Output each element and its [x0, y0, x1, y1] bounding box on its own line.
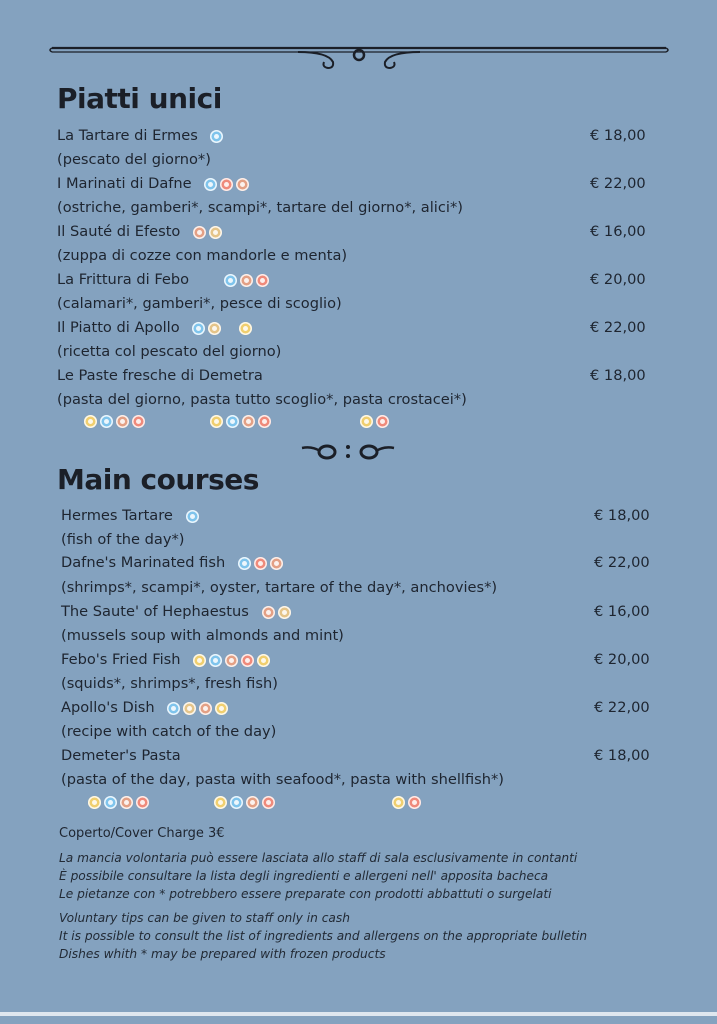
- fish-allergen-icon: [224, 274, 237, 287]
- menu-item-price: € 20,00: [594, 651, 650, 668]
- fish-allergen-icon: [210, 130, 223, 143]
- menu-item-price: € 22,00: [594, 554, 650, 571]
- crustacean-allergen-icon: [256, 274, 269, 287]
- fish-allergen-icon: [104, 796, 117, 809]
- crustacean-allergen-icon: [408, 796, 421, 809]
- gluten-allergen-icon: [193, 654, 206, 667]
- fish-allergen-icon: [226, 415, 239, 428]
- mollusc-allergen-icon: [193, 226, 206, 239]
- menu-item-name: Il Piatto di Apollo: [57, 318, 255, 338]
- gluten-allergen-icon: [214, 796, 227, 809]
- menu-item-description: (ricetta col pescato del giorno): [57, 343, 282, 360]
- menu-item-name: Le Paste fresche di Demetra: [57, 367, 263, 384]
- menu-item-name: Dafne's Marinated fish: [61, 553, 286, 573]
- section-title-english: Main courses: [57, 463, 259, 496]
- menu-item-price: € 22,00: [594, 699, 650, 716]
- menu-item-description: (zuppa di cozze con mandorle e menta): [57, 247, 348, 264]
- section-divider-ornament: [298, 438, 398, 464]
- nut-allergen-icon: [209, 226, 222, 239]
- menu-item-price: € 16,00: [590, 223, 646, 240]
- menu-item-price: € 20,00: [590, 271, 646, 288]
- menu-item-name: Demeter's Pasta: [61, 747, 181, 764]
- mollusc-allergen-icon: [120, 796, 133, 809]
- sesame-allergen-icon: [208, 322, 221, 335]
- section-title-italian: Piatti unici: [57, 82, 222, 115]
- mollusc-allergen-icon: [116, 415, 129, 428]
- cover-charge: Coperto/Cover Charge 3€: [59, 826, 225, 841]
- top-ornament: [48, 42, 670, 72]
- gluten-allergen-icon: [239, 322, 252, 335]
- gluten-allergen-icon: [88, 796, 101, 809]
- menu-item-description: (shrimps*, scampi*, oyster, tartare of the day*, anchovies*): [61, 579, 498, 596]
- menu-item-name: La Frittura di Febo: [57, 270, 272, 290]
- fish-allergen-icon: [230, 796, 243, 809]
- crustacean-allergen-icon: [132, 415, 145, 428]
- crustacean-allergen-icon: [254, 557, 267, 570]
- gluten-allergen-icon: [392, 796, 405, 809]
- menu-item-price: € 18,00: [590, 127, 646, 144]
- menu-item-description: (fish of the day*): [61, 531, 185, 548]
- footer-note-en: It is possible to consult the list of ingredients and allergens on the appropriate bulletin: [59, 929, 588, 943]
- crustacean-allergen-icon: [136, 796, 149, 809]
- fish-allergen-icon: [238, 557, 251, 570]
- menu-item-description: (pasta of the day, pasta with seafood*, pasta with shellfish*): [61, 771, 504, 788]
- crustacean-allergen-icon: [258, 415, 271, 428]
- gluten-allergen-icon: [215, 702, 228, 715]
- pasta-allergen-icons-en: [88, 792, 424, 811]
- menu-item-description: (ostriche, gamberi*, scampi*, tartare del giorno*, alici*): [57, 199, 463, 216]
- menu-item-description: (calamari*, gamberi*, pesce di scoglio): [57, 295, 342, 312]
- menu-item-description: (pasta del giorno, pasta tutto scoglio*, pasta crostacei*): [57, 391, 467, 408]
- menu-item-name: Febo's Fried Fish: [61, 650, 273, 670]
- mollusc-allergen-icon: [236, 178, 249, 191]
- pasta-allergen-icons: [84, 411, 392, 430]
- menu-item-description: (pescato del giorno*): [57, 151, 211, 168]
- fish-allergen-icon: [204, 178, 217, 191]
- gluten-allergen-icon: [360, 415, 373, 428]
- crustacean-allergen-icon: [241, 654, 254, 667]
- menu-item-description: (mussels soup with almonds and mint): [61, 627, 344, 644]
- footer-note-it: È possibile consultare la lista degli ingredienti e allergeni nell' apposita bacheca: [59, 869, 549, 883]
- mollusc-allergen-icon: [270, 557, 283, 570]
- mollusc-allergen-icon: [242, 415, 255, 428]
- nut-allergen-icon: [278, 606, 291, 619]
- footer-note-en: Dishes whith * may be prepared with frozen products: [59, 947, 386, 961]
- mollusc-allergen-icon: [240, 274, 253, 287]
- fish-allergen-icon: [209, 654, 222, 667]
- menu-item-name: La Tartare di Ermes: [57, 126, 226, 146]
- fish-allergen-icon: [192, 322, 205, 335]
- menu-item-price: € 18,00: [590, 367, 646, 384]
- menu-item-price: € 18,00: [594, 747, 650, 764]
- fish-allergen-icon: [100, 415, 113, 428]
- gluten-allergen-icon: [84, 415, 97, 428]
- gluten-allergen-icon: [210, 415, 223, 428]
- footer-note-en: Voluntary tips can be given to staff only in cash: [59, 911, 350, 925]
- egg-allergen-icon: [257, 654, 270, 667]
- menu-item-name: Hermes Tartare: [61, 506, 202, 526]
- fish-allergen-icon: [167, 702, 180, 715]
- menu-item-description: (recipe with catch of the day): [61, 723, 277, 740]
- crustacean-allergen-icon: [220, 178, 233, 191]
- sesame-allergen-icon: [183, 702, 196, 715]
- fish-allergen-icon: [186, 510, 199, 523]
- menu-item-price: € 22,00: [590, 319, 646, 336]
- menu-item-price: € 18,00: [594, 507, 650, 524]
- crustacean-allergen-icon: [262, 796, 275, 809]
- menu-item-name: The Saute' of Hephaestus: [61, 602, 294, 622]
- menu-item-name: Il Sauté di Efesto: [57, 222, 225, 242]
- footer-note-it: La mancia volontaria può essere lasciata allo staff di sala esclusivamente in contanti: [59, 851, 578, 865]
- mollusc-allergen-icon: [262, 606, 275, 619]
- menu-item-description: (squids*, shrimps*, fresh fish): [61, 675, 278, 692]
- footer-note-it: Le pietanze con * potrebbero essere preparate con prodotti abbattuti o surgelati: [59, 887, 552, 901]
- menu-item-name: Apollo's Dish: [61, 698, 231, 718]
- menu-item-price: € 22,00: [590, 175, 646, 192]
- mollusc-allergen-icon: [225, 654, 238, 667]
- menu-item-name: I Marinati di Dafne: [57, 174, 252, 194]
- menu-item-price: € 16,00: [594, 603, 650, 620]
- bottom-divider: [0, 1012, 717, 1016]
- mollusc-allergen-icon: [246, 796, 259, 809]
- crustacean-allergen-icon: [376, 415, 389, 428]
- mollusc-allergen-icon: [199, 702, 212, 715]
